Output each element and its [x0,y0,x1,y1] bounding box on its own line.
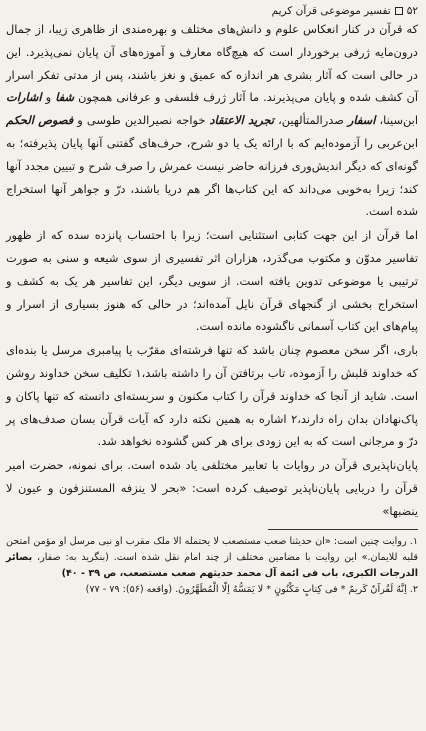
text-line: بدان راه دارند،۲ اشاره به همین نکته دارد که آیات قرآن بسان صدف‌های پر درّ و مرجانی است [6,411,418,449]
book-title-fusus: فصوص الحکم [6,113,74,128]
book-title-asfar: اسفار [347,113,376,128]
text-line: آن کشف شده و پایان می‌پذیرند. ما آثار ژرف فلسفی و عرفانی همچون [78,90,419,105]
text-line: باری، اگر سخن معصوم چنان باشد که تنها فرشته‌ای مقرّب یا پیامبری مرسل یا بنده‌ای [6,343,418,358]
text-line: درون‌مایه ژرفی برخوردار است که هیچ‌گاه معارف و آموزه‌های آن پایان نمی‌پذیرد. [25,44,418,59]
text-fragment: و [41,90,56,105]
footnote-1 [6,534,418,582]
paragraph-4 [6,454,418,522]
page-number: ۵۲ [406,5,418,17]
footnote-line: قلبه للایمان.» این روایت با مضامین مختلف از چند امام نقل شده است. (بنگرید به: صفار، [37,551,418,563]
footnote-line: بصائر الدرجات الکبری، باب فی ائمة آل محمد حدیثهم صعب مستصعب، ص ۳۹ - ۴۰) [6,551,418,579]
footnote-line: ۲. اِنَّهُ لَقُرآنٌ کَریمٌ * فی کِتابٍ مَکْنُونٍ * لا یَمَسُّهُ اِلّا الْمُطَهَّرُونَ. (واقعه (۵۶): ۷۹ - ۷۷) [85,583,418,595]
text-line: که خداوند قلبش را آزموده، تاب برتافتن آن را داشته باشد،۱ تکلیف سخن خداوند روشن است. [6,365,419,403]
footnotes [6,534,418,598]
text-line: شاید از آنجا که خداوند قرآن را کتاب مکنون و سربسته‌ای دانسته که تنها پاکان و پاک‌نهادان [6,388,418,426]
footnote-line: ۱. روایت چنین است: «ان حدیثنا صعب مستصعب لا یحتمله الا ملک مقرب او نبی مرسل او مؤمن امتحن [6,535,418,547]
footnote-divider [268,529,418,530]
running-header [6,4,418,18]
text-line: می‌داند که این کتاب‌ها اگر هم دریا باشند، درّ و جواهر آنها استخراج شده است. [6,181,418,219]
text-line: قرآن را دریایی پایان‌ناپذیر توصیف کرده است: «بحر لا ینزفه المستنزفون و عیون لا ینضبها» [6,480,418,518]
text-line: که قرآن در کنار انعکاس علوم و دانش‌های مختلف و بهره‌مندی از ظاهری زیبا، از جمال [6,22,418,36]
text-fragment: ابن‌عربی را [364,135,419,150]
text-line: ناگشوده مانده است. [195,319,295,334]
text-line: گنجهای قرآن نایل آمده‌اند؛ در حالی که هنوز بسیاری از اسرار و پیام‌های این کتاب آسمانی [6,296,418,334]
text-fragment: خواجه نصیرالدین طوسی و [73,113,210,128]
text-line: اما قرآن از این جهت کتابی استثنایی است؛ زیرا با احتساب پانزده سده که از ظهور تفاسیر [6,228,418,265]
square-ornament-icon [395,7,403,15]
paragraph-2 [6,224,418,338]
text-fragment: ابن‌سینا، [379,113,419,128]
running-title: تفسیر موضوعی قرآن کریم [271,5,391,17]
text-line: پایان‌ناپذیری قرآن در روایات با تعابیر مختلفی یاد شده است. برای نمونه، حضرت امیر [6,458,418,473]
text-fragment: صدرالمتألهین، [274,113,348,128]
book-title-tajrid: تجرید الاعتقاد [209,113,275,128]
footnote-2 [6,582,418,598]
text-line: این در حالی است که آثار بشری هر اندازه که عمیق و نغز باشند، پس از مدتی تفکر اسرار [6,44,418,82]
text-line: اندیش‌وری فرزانه حاضر نیست عمرش را صرف شرح و تبیین مجدد آنها کند؛ زیرا به‌خوبی [6,158,418,196]
text-line: که به این زودی برای هر کس گشوده نخواهد شد. [97,434,328,449]
paragraph-1 [6,18,418,223]
text-line: آزموده‌ایم که با ارائه یک یا دو شرح، حرف‌های گفتنی آنها پایان پذیرفته؛ به گونه‌ای که دیگر [6,135,419,173]
paragraph-3 [6,339,418,453]
text-line: موضوعی تدوین یافته است. از سویی دیگر، این تفاسیر هر یک به کشف و استخراج بخشی از [6,273,419,311]
text-line: مدوّن و مکتوب می‌گذرد، هزاران اثر تفسیری از سوی شیعه و سنی به صورت ترتیبی یا [6,250,418,288]
book-title-shifa: شفا [55,90,74,105]
main-text [6,18,418,523]
book-title-isharat: اشارات [6,90,42,105]
